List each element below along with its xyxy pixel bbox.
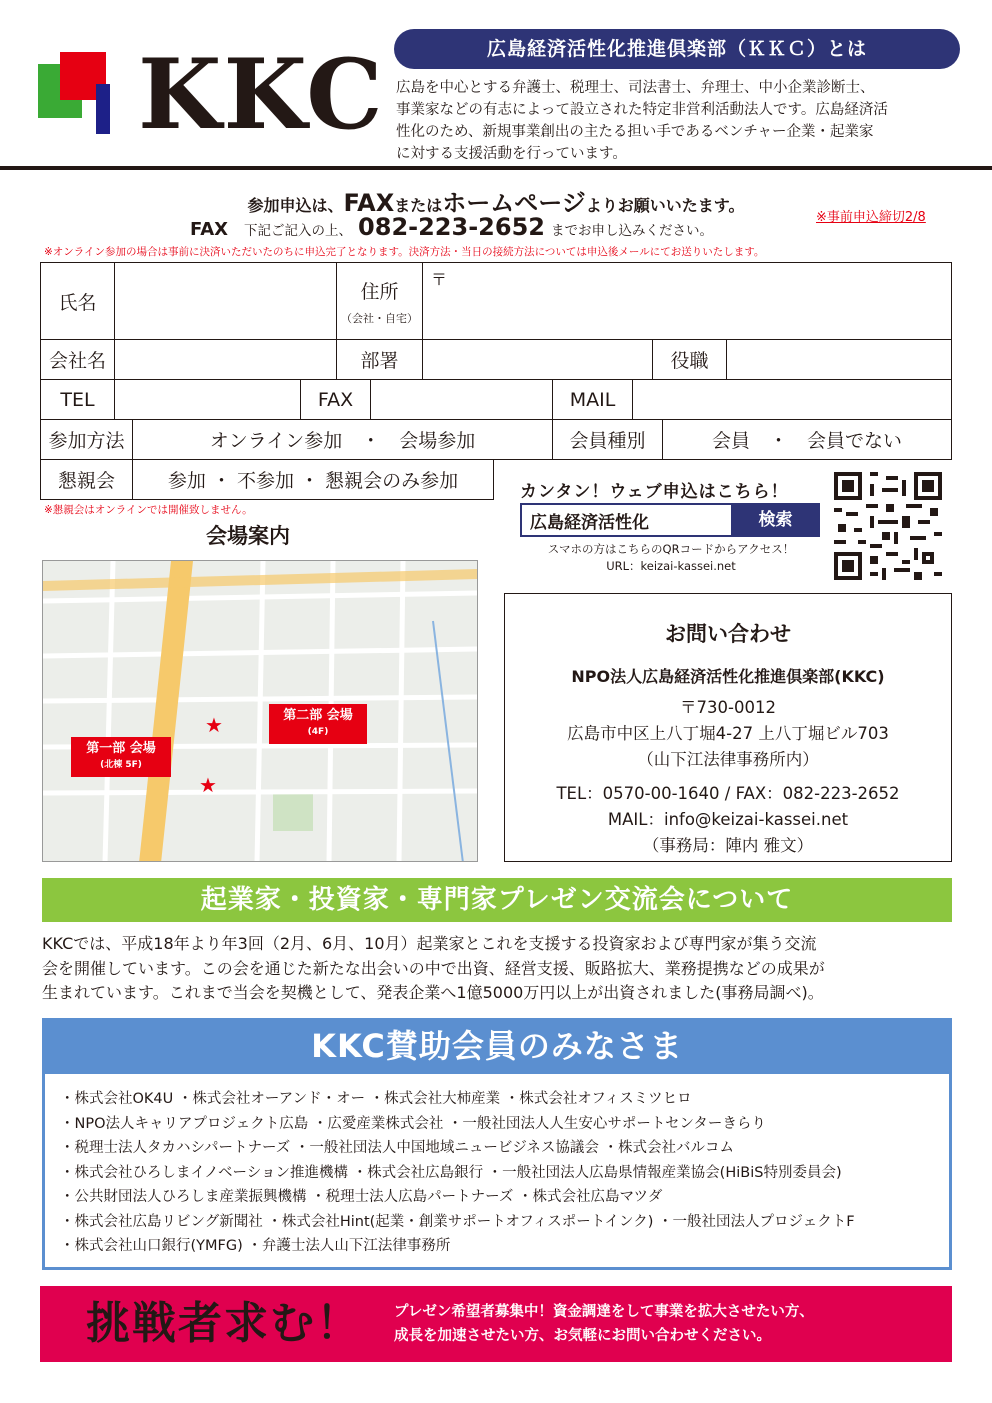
online-note: ※オンライン参加の場合は事前に決済いただいたのちに申込完了となります。決済方法・当日の接続方法については申込後メールにてお送りいたします。 xyxy=(44,246,765,258)
party-options[interactable]: 参加 ・ 不参加 ・ 懇親会のみ参加 xyxy=(167,470,459,492)
event-line: 生まれています。これまで当会を契機として、発表企業へ1億5000万円以上が出資されました(事務局調べ)。 xyxy=(42,983,824,1002)
company-label: 会社名 xyxy=(41,340,115,379)
about-description xyxy=(396,77,966,165)
contact-postal: 〒730-0012 xyxy=(680,698,776,717)
name-field[interactable] xyxy=(115,263,337,339)
search-term: 広島経済活性化 xyxy=(530,513,649,533)
form-row-name xyxy=(40,262,952,340)
about-line: 性化のため、新規事業創出の主たる担い手であるベンチャー企業・起業家 xyxy=(396,124,874,140)
web-apply-title: カンタン！ウェブ申込はこちら！ xyxy=(520,482,789,502)
challenge-line: 成長を加速させたい方、お気軽にお問い合わせください。 xyxy=(394,1328,771,1344)
contact-office: （山下江法律事務所内） xyxy=(637,750,819,769)
mail-label: MAIL xyxy=(553,380,633,419)
fax-field[interactable] xyxy=(371,380,553,419)
fax-instruction: FAX 下記ご記入の上、 082-223-2652 までお申し込みください。 xyxy=(190,213,713,241)
apply-instruction: 参加申込は、FAXまたはホームページよりお願いいたます。 xyxy=(247,189,745,217)
event-line: 会を開催しています。この会を通じた新たな出会いの中で出資、経営支援、販路拡大、業務提携などの成果が xyxy=(42,958,825,978)
qr-note: スマホの方はこちらのQRコードからアクセス！ URL：keizai-kassei.net xyxy=(518,541,824,575)
about-line: 広島を中心とする弁護士、税理士、司法書士、弁理士、中小企業診断士、 xyxy=(396,80,875,96)
sponsor-line: ・NPO法人キャリアプロジェクト広島 ・広愛産業株式会社 ・一般社団法人人生安心サポートセンターきらり xyxy=(60,1115,766,1132)
contact-tel-fax: TEL：0570-00-1640 / FAX：082-223-2652 xyxy=(556,784,900,803)
sponsor-line: ・税理士法人タカハシパートナーズ ・一般社団法人中国地域ニュービジネス協議会 ・株式会社バルコム xyxy=(60,1140,735,1156)
tel-field[interactable] xyxy=(115,380,301,419)
map-title: 会場案内 xyxy=(206,524,290,548)
form-row-method xyxy=(40,420,952,460)
venue2-label: 第二部 会場 (4F) xyxy=(269,704,367,744)
sponsors-list xyxy=(60,1087,940,1259)
method-options[interactable]: オンライン参加 ・ 会場参加 xyxy=(133,420,553,459)
address-field[interactable]: 〒 xyxy=(431,270,448,289)
company-field[interactable] xyxy=(115,340,337,379)
search-button[interactable]: 検索 xyxy=(731,503,820,537)
event-title: 起業家・投資家・専門家プレゼン交流会について xyxy=(42,878,952,922)
venue2-star-icon: ★ xyxy=(205,713,223,737)
about-line: に対する支援活動を行っています。 xyxy=(396,146,627,162)
qr-code-icon[interactable] xyxy=(834,472,942,580)
form-row-party xyxy=(40,460,494,500)
department-field[interactable] xyxy=(423,340,653,379)
fax-number: 082-223-2652 xyxy=(358,213,545,241)
sponsor-line: ・株式会社広島リビング新聞社 ・株式会社Hint(起業・創業サポートオフィスポートインク) ・一般社団法人プロジェクトF xyxy=(60,1213,855,1230)
sponsor-line: ・公共財団法人ひろしま産業振興機構 ・税理士法人広島パートナーズ ・株式会社広島マツダ xyxy=(60,1189,663,1205)
event-description xyxy=(42,932,954,1006)
challenge-line: プレゼン希望者募集中！資金調達をして事業を拡大させたい方、 xyxy=(394,1304,814,1320)
venue1-star-icon: ★ xyxy=(199,773,217,797)
sponsor-line: ・株式会社OK4U ・株式会社オーアンド・オー ・株式会社大柿産業 ・株式会社オフィスミツヒロ xyxy=(60,1091,692,1107)
member-label: 会員種別 xyxy=(553,420,663,459)
department-label: 部署 xyxy=(337,340,423,379)
venue-map[interactable] xyxy=(42,560,478,862)
sponsor-line: ・株式会社山口銀行(YMFG) ・弁護士法人山下江法律事務所 xyxy=(60,1238,451,1254)
contact-mail[interactable]: MAIL：info@keizai-kassei.net xyxy=(607,810,849,829)
contact-org: NPO法人広島経済活性化推進倶楽部(KKC) xyxy=(571,667,885,686)
method-label: 参加方法 xyxy=(41,420,133,459)
header-divider xyxy=(0,166,992,170)
challenge-headline: 挑戦者求む！ xyxy=(86,1298,362,1349)
position-label: 役職 xyxy=(653,340,727,379)
form-row-company xyxy=(40,340,952,380)
name-label: 氏名 xyxy=(41,263,115,339)
sponsors-title: KKC賛助会員のみなさま xyxy=(42,1018,952,1074)
party-note: ※懇親会はオンラインでは開催致しません。 xyxy=(44,504,253,516)
application-form xyxy=(40,262,952,460)
contact-secretariat: （事務局：陣内 雅文） xyxy=(642,836,814,855)
member-options[interactable]: 会員 ・ 会員でない xyxy=(711,430,902,452)
contact-title: お問い合わせ xyxy=(665,622,791,646)
address-label: 住所 （会社・自宅） xyxy=(337,263,423,339)
sponsor-line: ・株式会社ひろしまイノベーション推進機構 ・株式会社広島銀行 ・一般社団法人広島県情報産業協会(HiBiS特別委員会) xyxy=(60,1164,842,1181)
form-row-contact xyxy=(40,380,952,420)
contact-address: 広島市中区上八丁堀4-27 上八丁堀ビル703 xyxy=(567,724,889,743)
logo-text: KKC xyxy=(138,38,385,151)
fax-label: FAX xyxy=(301,380,371,419)
contact-box xyxy=(504,593,952,862)
about-line: 事業家などの有志によって設立された特定非営利活動法人です。広島経済活 xyxy=(396,102,888,118)
party-label: 懇親会 xyxy=(41,460,133,499)
logo-blue-bar xyxy=(96,84,110,134)
tel-label: TEL xyxy=(41,380,115,419)
site-url[interactable]: URL：keizai-kassei.net xyxy=(606,559,736,573)
event-line: KKCでは、平成18年より年3回（2月、6月、10月）起業家とこれを支援する投資家および専門家が集う交流 xyxy=(42,934,817,953)
venue1-label: 第一部 会場 (北棟 5F) xyxy=(71,737,171,777)
mail-field[interactable] xyxy=(633,380,951,419)
about-title: 広島経済活性化推進倶楽部（ＫＫＣ）とは xyxy=(394,29,960,69)
deadline-note: ※事前申込締切2/8 xyxy=(816,210,926,225)
challenge-text xyxy=(394,1300,814,1348)
position-field[interactable] xyxy=(727,340,951,379)
map-streets xyxy=(43,561,478,862)
